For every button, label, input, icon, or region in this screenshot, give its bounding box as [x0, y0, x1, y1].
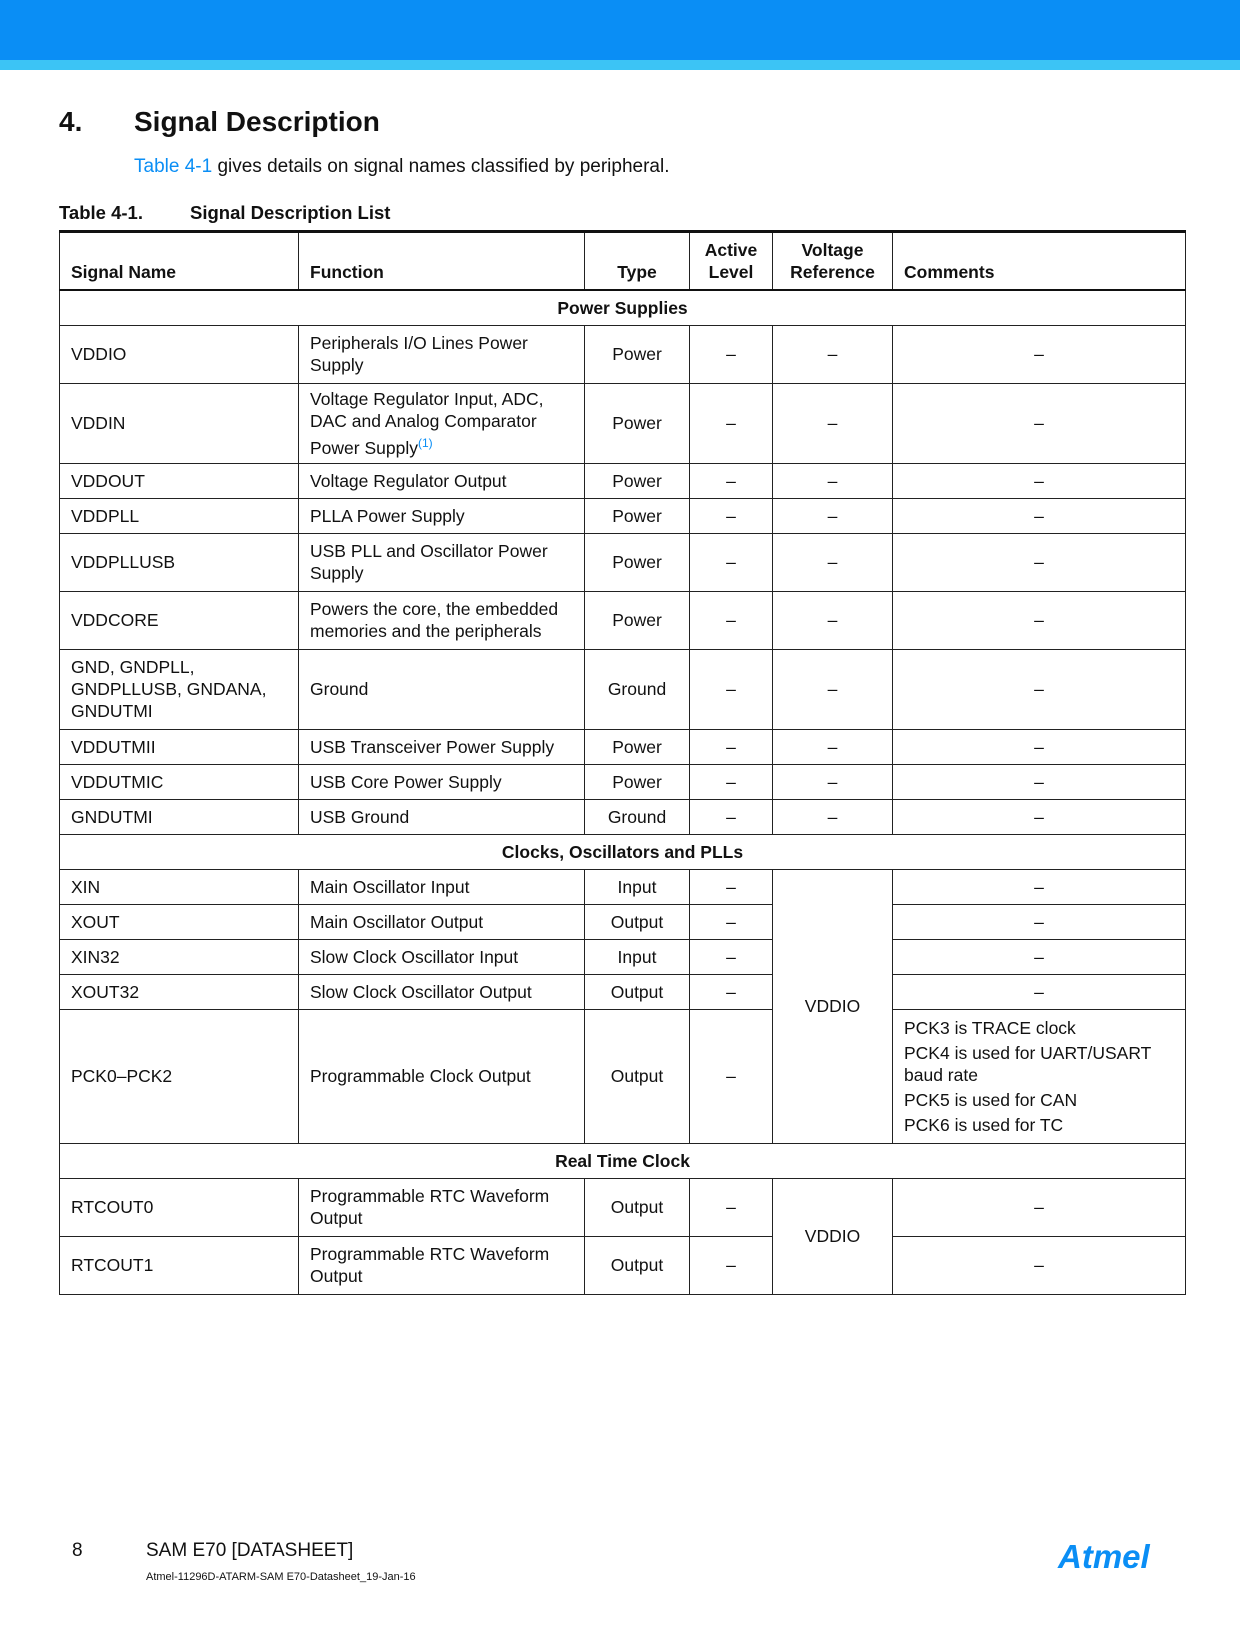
signal-name: VDDIN: [60, 383, 299, 463]
type-cell: Output: [585, 1236, 690, 1294]
table-reference-link[interactable]: Table 4-1: [134, 156, 213, 177]
type-cell: Input: [585, 939, 690, 974]
function-cell: Peripherals I/O Lines Power Supply: [299, 325, 585, 383]
function-cell: USB PLL and Oscillator Power Supply: [299, 533, 585, 591]
function-cell: Powers the core, the embedded memories and the peripherals: [299, 591, 585, 649]
active-level-cell: –: [690, 974, 773, 1009]
voltage-reference-cell: –: [773, 591, 893, 649]
signal-name: VDDIO: [60, 325, 299, 383]
voltage-reference-cell: –: [773, 649, 893, 729]
voltage-reference-cell: –: [773, 498, 893, 533]
comments-cell: –: [893, 498, 1186, 533]
footnote-link[interactable]: (1): [417, 435, 433, 450]
comments-cell: –: [893, 974, 1186, 1009]
function-cell: Main Oscillator Output: [299, 904, 585, 939]
table-row: [60, 1178, 1186, 1236]
type-cell: Ground: [585, 799, 690, 834]
comment-line: PCK3 is TRACE clock: [904, 1017, 1076, 1038]
comment-line: PCK6 is used for TC: [904, 1114, 1064, 1135]
function-cell: Slow Clock Oscillator Input: [299, 939, 585, 974]
table-row: [60, 974, 1186, 1009]
table-row: [60, 729, 1186, 764]
type-cell: Power: [585, 325, 690, 383]
section-number: 4.: [59, 106, 83, 137]
voltage-reference-cell: –: [773, 383, 893, 463]
comment-line: PCK5 is used for CAN: [904, 1089, 1078, 1110]
active-level-cell: –: [690, 904, 773, 939]
comment-line: PCK4 is used for UART/USART baud rate: [904, 1042, 1152, 1085]
function-cell: Programmable RTC Waveform Output: [299, 1236, 585, 1294]
table-row: [60, 325, 1186, 383]
comments-cell: –: [893, 325, 1186, 383]
signal-name: VDDUTMIC: [60, 764, 299, 799]
voltage-reference-cell: –: [773, 463, 893, 498]
section-row-title: Real Time Clock: [60, 1143, 1186, 1178]
active-level-cell: –: [690, 498, 773, 533]
type-cell: Input: [585, 869, 690, 904]
type-cell: Ground: [585, 649, 690, 729]
column-header: Signal Name: [60, 232, 299, 290]
section-title: Signal Description: [134, 106, 380, 137]
signal-name: VDDPLLUSB: [60, 533, 299, 591]
signal-description-table: [59, 230, 1186, 1295]
function-cell: USB Ground: [299, 799, 585, 834]
comments-cell: –: [893, 869, 1186, 904]
intro-text: gives details on signal names classified by peripheral.: [212, 156, 670, 177]
function-cell: PLLA Power Supply: [299, 498, 585, 533]
active-level-cell: –: [690, 729, 773, 764]
voltage-reference-cell: VDDIO: [773, 1178, 893, 1294]
signal-name: XIN: [60, 869, 299, 904]
type-cell: Power: [585, 729, 690, 764]
section-heading: [59, 106, 380, 138]
comments-cell: –: [893, 1178, 1186, 1236]
voltage-reference-cell: –: [773, 764, 893, 799]
signal-name: VDDPLL: [60, 498, 299, 533]
table-row: [60, 591, 1186, 649]
table-row: [60, 904, 1186, 939]
type-cell: Power: [585, 463, 690, 498]
signal-name: RTCOUT1: [60, 1236, 299, 1294]
voltage-reference-cell: –: [773, 325, 893, 383]
column-header: Function: [299, 232, 585, 290]
active-level-cell: –: [690, 591, 773, 649]
document-id: Atmel-11296D-ATARM-SAM E70-Datasheet_19-Jan-16: [146, 1571, 416, 1583]
type-cell: Power: [585, 764, 690, 799]
function-cell: Programmable RTC Waveform Output: [299, 1178, 585, 1236]
comments-cell: –: [893, 463, 1186, 498]
voltage-reference-cell: VDDIO: [773, 869, 893, 1143]
table-row: [60, 869, 1186, 904]
section-row: [60, 1143, 1186, 1178]
active-level-cell: –: [690, 764, 773, 799]
signal-name: RTCOUT0: [60, 1178, 299, 1236]
atmel-logo: [1056, 1538, 1176, 1578]
function-cell: [299, 383, 585, 463]
document-title: SAM E70 [DATASHEET]: [146, 1540, 354, 1561]
function-cell: USB Core Power Supply: [299, 764, 585, 799]
function-cell: Voltage Regulator Output: [299, 463, 585, 498]
signal-name: VDDCORE: [60, 591, 299, 649]
table-row: [60, 1009, 1186, 1143]
type-cell: Power: [585, 591, 690, 649]
type-cell: Output: [585, 1009, 690, 1143]
table-caption-number: Table 4-1.: [59, 202, 143, 223]
atmel-logo-text: Atmel: [1058, 1538, 1150, 1575]
type-cell: Power: [585, 383, 690, 463]
function-cell: Slow Clock Oscillator Output: [299, 974, 585, 1009]
active-level-cell: –: [690, 1009, 773, 1143]
intro-paragraph: [134, 156, 669, 178]
type-cell: Power: [585, 498, 690, 533]
column-header: Type: [585, 232, 690, 290]
active-level-cell: –: [690, 799, 773, 834]
type-cell: Output: [585, 904, 690, 939]
signal-name: XOUT: [60, 904, 299, 939]
comments-cell: –: [893, 729, 1186, 764]
function-cell: Programmable Clock Output: [299, 1009, 585, 1143]
header-bar: [0, 0, 1240, 60]
active-level-cell: –: [690, 1236, 773, 1294]
section-row-title: Power Supplies: [60, 290, 1186, 326]
active-level-cell: –: [690, 463, 773, 498]
function-text: Voltage Regulator Input, ADC, DAC and Analog Comparator Power Supply: [310, 388, 544, 458]
column-header: Active Level: [690, 232, 773, 290]
table-row: [60, 799, 1186, 834]
comments-cell: –: [893, 799, 1186, 834]
function-cell: Ground: [299, 649, 585, 729]
signal-name: VDDUTMII: [60, 729, 299, 764]
comments-cell: –: [893, 939, 1186, 974]
column-header: Voltage Reference: [773, 232, 893, 290]
voltage-reference-cell: –: [773, 533, 893, 591]
table-caption: [59, 202, 390, 224]
voltage-reference-cell: –: [773, 729, 893, 764]
table-row: [60, 463, 1186, 498]
signal-name: XOUT32: [60, 974, 299, 1009]
type-cell: Output: [585, 1178, 690, 1236]
table-row: [60, 764, 1186, 799]
signal-name: XIN32: [60, 939, 299, 974]
function-cell: USB Transceiver Power Supply: [299, 729, 585, 764]
signal-name: GND, GNDPLL, GNDPLLUSB, GNDANA, GNDUTMI: [60, 649, 299, 729]
active-level-cell: –: [690, 383, 773, 463]
active-level-cell: –: [690, 325, 773, 383]
table-row: [60, 533, 1186, 591]
active-level-cell: –: [690, 869, 773, 904]
signal-name: VDDOUT: [60, 463, 299, 498]
section-row: [60, 834, 1186, 869]
section-row-title: Clocks, Oscillators and PLLs: [60, 834, 1186, 869]
signal-name: GNDUTMI: [60, 799, 299, 834]
comments-cell: –: [893, 1236, 1186, 1294]
signal-name: PCK0–PCK2: [60, 1009, 299, 1143]
active-level-cell: –: [690, 1178, 773, 1236]
active-level-cell: –: [690, 649, 773, 729]
comments-cell: –: [893, 649, 1186, 729]
column-header: Comments: [893, 232, 1186, 290]
header-stripe: [0, 60, 1240, 70]
voltage-reference-cell: –: [773, 799, 893, 834]
table-row: [60, 498, 1186, 533]
comments-cell: –: [893, 764, 1186, 799]
page-number: 8: [72, 1540, 83, 1561]
section-row: [60, 290, 1186, 326]
table-header-row: [60, 232, 1186, 290]
function-cell: Main Oscillator Input: [299, 869, 585, 904]
table-caption-title: Signal Description List: [190, 202, 391, 223]
type-cell: Power: [585, 533, 690, 591]
comments-cell: –: [893, 904, 1186, 939]
comments-cell: –: [893, 383, 1186, 463]
table-row: [60, 939, 1186, 974]
type-cell: Output: [585, 974, 690, 1009]
table-row: [60, 383, 1186, 463]
comments-cell: –: [893, 591, 1186, 649]
comments-cell: –: [893, 533, 1186, 591]
active-level-cell: –: [690, 533, 773, 591]
active-level-cell: –: [690, 939, 773, 974]
table-row: [60, 649, 1186, 729]
comments-cell: [893, 1009, 1186, 1143]
table-row: [60, 1236, 1186, 1294]
